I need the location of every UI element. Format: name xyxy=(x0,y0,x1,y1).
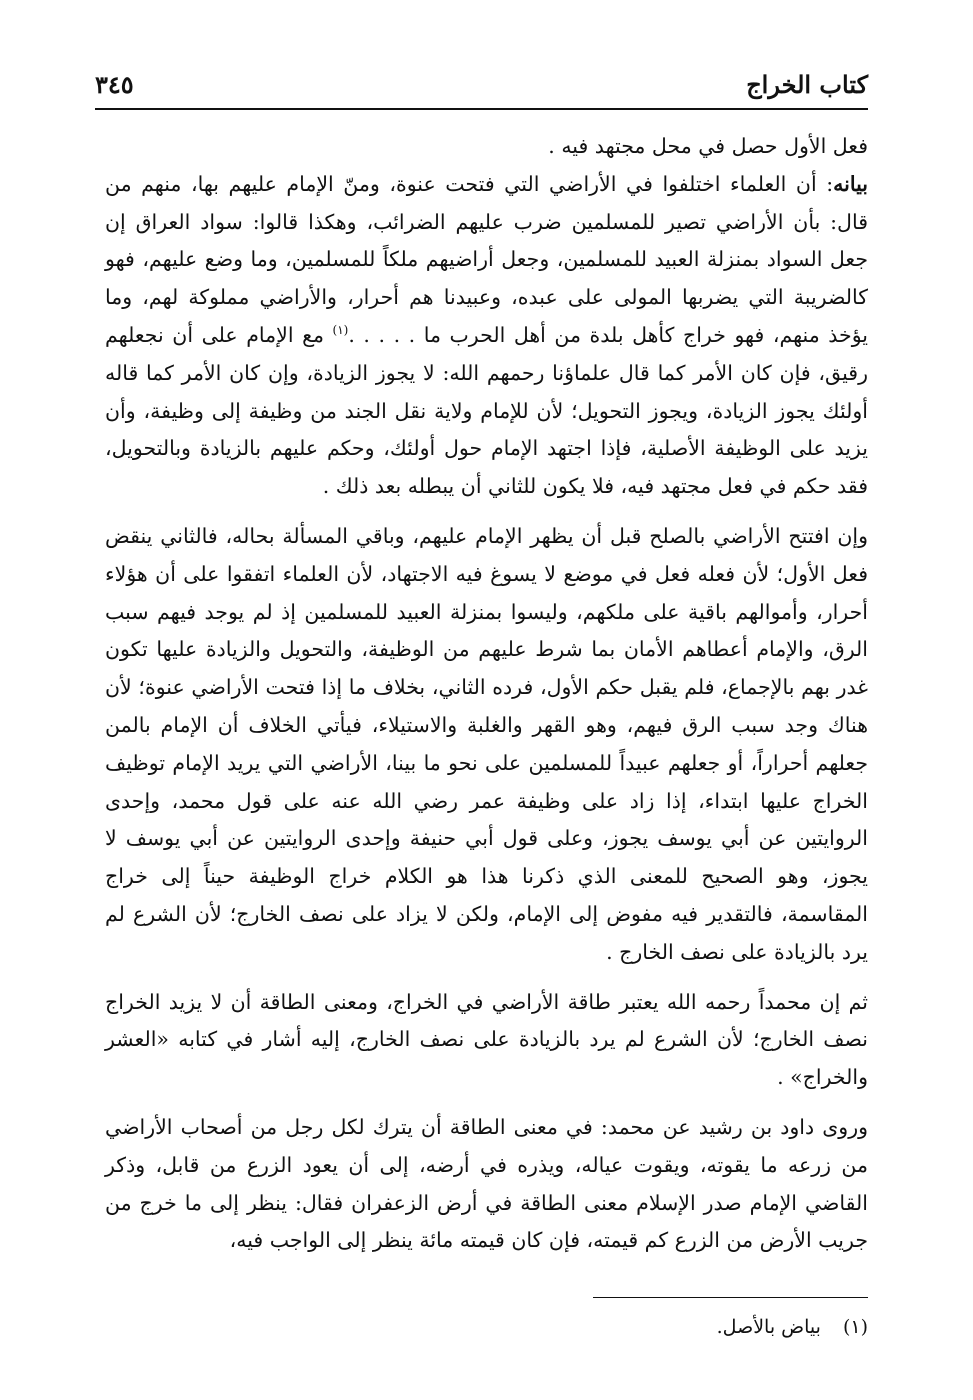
paragraph-3: وإن افتتح الأراضي بالصلح قبل أن يظهر الإمام عليهم، وباقي المسألة بحاله، فالثاني ينقض فعل الأول؛ لأن فعله فعل في موضع لا يسوغ فيه الاجتهاد، لأن العلماء اتفقوا على أن هؤلاء أحرار، وأموالهم باقية على ملكهم، وليسوا بمنزلة العبيد للمسلمين إذ لم يوجد فيهم سبب الرق، والإمام أعطاهم الأمان بما شرط عليهم من الوظيفة، والتحويل والزيادة عليها تكون غدر بهم بالإجماع، فلم يقبل حكم الأول، فرده الثاني، بخلاف ما إذا فتحت الأراضي عنوة؛ لأن هناك وجد سبب الرق فيهم، وهو القهر والغلبة والاستيلاء، فيأتي الخلاف أن الإمام بالمن جعلهم أحراراً، أو جعلهم عبيداً للمسلمين على نحو ما بينا، الأراضي التي يريد الإمام توظيف الخراج عليها ابتداء، إذا زاد على وظيفة عمر رضي الله عنه على قول محمد، وإحدى الروايتين عن أبي يوسف يجوز، وعلى قول أبي حنيفة وإحدى الروايتين عن أبي يوسف لا يجوز، وهو الصحيح للمعنى الذي ذكرنا هذا هو الكلام خراج الوظيفة حيناً إلى خراج المقاسمة، فالتقدير فيه مفوض إلى الإمام، ولكن لا يزاد على نصف الخارج؛ لأن الشرع لم يرد بالزيادة على نصف الخارج . xyxy=(105,523,868,964)
paragraph-2-text-b: مع الإمام على أن نجعلهم رقيق، فإن كان الأمر كما قال علماؤنا رحمهم الله: لا يجوز الزيادة، وإن كان الأمر كما قاله أولئك يجوز الزيادة، ويجوز التحويل؛ لأن للإمام ولاية نقل الجند من وظيفة إلى وظيفة، وأن يزيد على الوظيفة الأصلية، فإذا اجتهد الإمام حول أولئك، وحكم عليهم بالزيادة وبالتحويل، فقد حكم في فعل مجتهد فيه، فلا يكون للثاني أن يبطله بعد ذلك . xyxy=(105,322,868,499)
bayanuh-label: بيانه xyxy=(833,171,868,196)
running-header xyxy=(95,60,868,108)
footnote-reference: (١) xyxy=(332,323,349,338)
main-text xyxy=(105,128,868,1260)
paragraph-1: فعل الأول حصل في محل مجتهد فيه . xyxy=(548,134,868,158)
footnote-rule xyxy=(593,1297,868,1298)
footnote-number: (١) xyxy=(842,1316,868,1338)
paragraph-2 xyxy=(105,166,868,506)
paragraph-2-text-a: : أن العلماء اختلفوا في الأراضي التي فتحت عنوة، ومنّ الإمام عليهم بها، منهم من قال: بأن الأراضي تصير للمسلمين ضرب عليهم الضرائب، وهكذا قالوا: سواد العراق إن جعل السواد بمنزلة العبيد للمسلمين، وجعل أراضيهم ملكاً للمسلمين، وما وضع عليهم، فهو كالضريبة التي يضربها المولى على عبده، وعبيدنا هم أحرار، والأراضي مملوكة لهم، وما يؤخذ منهم، فهو خراج كأهل بلدة من أهل الحرب ما . . . . . xyxy=(105,171,868,347)
page-number: ٣٤٥ xyxy=(95,69,134,99)
footnote-text: بياض بالأصل. xyxy=(716,1316,821,1338)
paragraph-5: وروى داود بن رشيد عن محمد: في معنى الطاقة أن يترك لكل رجل من أصحاب الأراضي من زرعه ما يقوته، ويقوت عياله، ويذره في أرضه، إلى أن يعود الزرع من قابل، وذكر القاضي الإمام صدر الإسلام معنى الطاقة في أرض الزعفران فقال: ينظر إلى ما خرج من جريب الأرض من الزرع كم قيمته، فإن كان قيمته مائة ينظر إلى الواجب فيه، xyxy=(105,1114,868,1253)
book-title: كتاب الخراج xyxy=(746,69,868,99)
paragraph-4: ثم إن محمداً رحمه الله يعتبر طاقة الأراضي في الخراج، ومعنى الطاقة أن لا يزيد الخراج نصف الخارج؛ لأن الشرع لم يرد بالزيادة على نصف الخارج، إليه أشار في كتابه «العشر والخراج» . xyxy=(105,989,868,1090)
header-rule xyxy=(95,108,868,110)
footnote xyxy=(105,1312,868,1342)
